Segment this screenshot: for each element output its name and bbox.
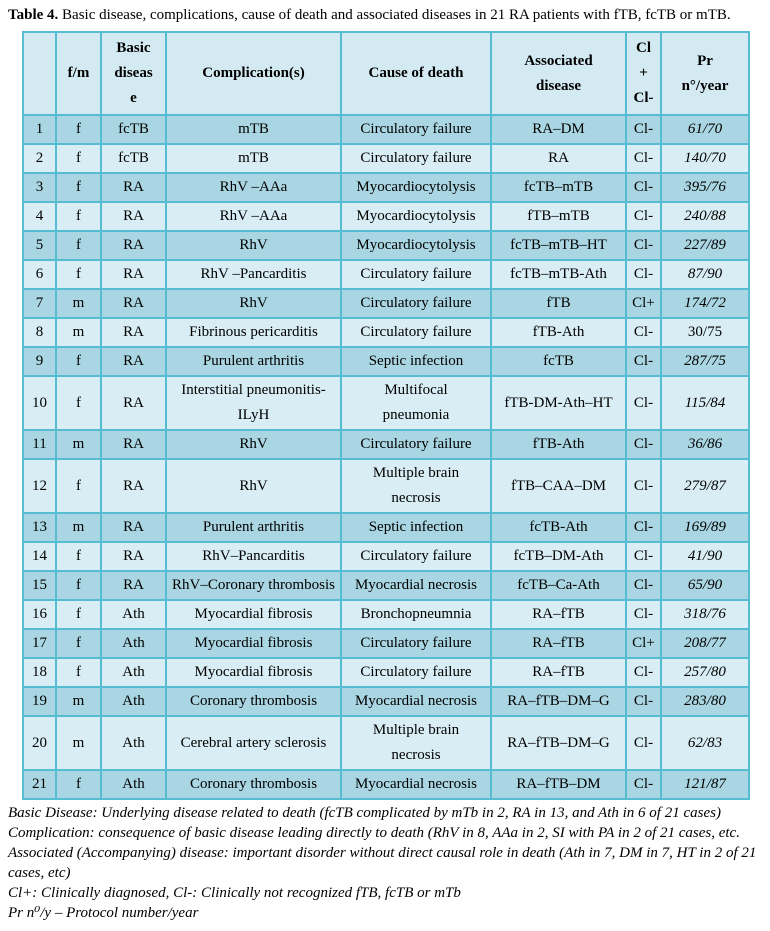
cell-basic-disease: RA (101, 173, 166, 202)
table-row (23, 318, 749, 347)
cell-cl-status: Cl- (626, 144, 661, 173)
cell-basic-disease: RA (101, 430, 166, 459)
cell-protocol: 140/70 (661, 144, 749, 173)
column-header-sex: f/m (56, 32, 101, 115)
cell-complication: Myocardial fibrosis (166, 600, 341, 629)
cell-associated-disease: RA–DM (491, 115, 626, 144)
cell-cl-status: Cl- (626, 716, 661, 770)
cell-protocol: 318/76 (661, 600, 749, 629)
cell-basic-disease: Ath (101, 629, 166, 658)
cell-sex: f (56, 542, 101, 571)
cell-complication: Interstitial pneumonitis- ILyH (166, 376, 341, 430)
cell-basic-disease: Ath (101, 687, 166, 716)
cell-cl-status: Cl- (626, 600, 661, 629)
cell-associated-disease: fcTB-Ath (491, 513, 626, 542)
cell-row-number: 8 (23, 318, 56, 347)
cell-complication: Coronary thrombosis (166, 770, 341, 799)
table-row (23, 260, 749, 289)
cell-complication: RhV–Coronary thrombosis (166, 571, 341, 600)
cell-sex: m (56, 513, 101, 542)
table-caption (8, 6, 762, 25)
cell-complication: mTB (166, 144, 341, 173)
table-row (23, 115, 749, 144)
cell-row-number: 7 (23, 289, 56, 318)
table-row (23, 600, 749, 629)
cell-cause-of-death: Circulatory failure (341, 318, 491, 347)
cell-associated-disease: fcTB–mTB-Ath (491, 260, 626, 289)
cell-associated-disease: RA–fTB–DM–G (491, 716, 626, 770)
cell-basic-disease: RA (101, 376, 166, 430)
table-row (23, 173, 749, 202)
cell-associated-disease: fcTB–DM-Ath (491, 542, 626, 571)
cell-row-number: 5 (23, 231, 56, 260)
column-header-basic-disease: Basic diseas e (101, 32, 166, 115)
cell-associated-disease: fTB–CAA–DM (491, 459, 626, 513)
cell-complication: RhV–Pancarditis (166, 542, 341, 571)
table-row (23, 716, 749, 770)
cell-cause-of-death: Multiple brain necrosis (341, 459, 491, 513)
cell-cl-status: Cl- (626, 513, 661, 542)
table-caption-label: Table 4. (8, 7, 59, 23)
cell-basic-disease: RA (101, 347, 166, 376)
cell-cause-of-death: Circulatory failure (341, 260, 491, 289)
footnote-line: Basic Disease: Underlying disease related to death (fcTB complicated by mTb in 2, RA in 13, and Ath in 6 of 21 cases) (8, 805, 721, 821)
cell-sex: f (56, 115, 101, 144)
cell-basic-disease: RA (101, 202, 166, 231)
cell-cause-of-death: Myocardiocytolysis (341, 173, 491, 202)
cell-protocol: 36/86 (661, 430, 749, 459)
table-row (23, 459, 749, 513)
cell-associated-disease: fcTB–Ca-Ath (491, 571, 626, 600)
table-row (23, 430, 749, 459)
cell-basic-disease: RA (101, 542, 166, 571)
cell-cause-of-death: Myocardial necrosis (341, 687, 491, 716)
cell-associated-disease: fTB–mTB (491, 202, 626, 231)
cell-cl-status: Cl- (626, 231, 661, 260)
table-row (23, 658, 749, 687)
table-row (23, 347, 749, 376)
cell-sex: f (56, 376, 101, 430)
table-row (23, 376, 749, 430)
cell-complication: RhV –AAa (166, 173, 341, 202)
cell-cl-status: Cl- (626, 542, 661, 571)
cell-sex: f (56, 202, 101, 231)
cell-associated-disease: RA (491, 144, 626, 173)
cell-sex: f (56, 231, 101, 260)
cell-cause-of-death: Multiple brain necrosis (341, 716, 491, 770)
table-row (23, 770, 749, 799)
cell-cl-status: Cl- (626, 687, 661, 716)
cell-basic-disease: Ath (101, 770, 166, 799)
cell-complication: RhV –AAa (166, 202, 341, 231)
table-header-row (23, 32, 749, 115)
cell-row-number: 12 (23, 459, 56, 513)
cell-sex: f (56, 144, 101, 173)
cell-complication: Myocardial fibrosis (166, 658, 341, 687)
table-caption-text: Basic disease, complications, cause of death and associated diseases in 21 RA patients with fTB, fcTB or mTB. (62, 7, 731, 23)
cell-complication: Fibrinous pericarditis (166, 318, 341, 347)
cell-complication: RhV (166, 289, 341, 318)
cell-row-number: 13 (23, 513, 56, 542)
cell-protocol: 115/84 (661, 376, 749, 430)
cell-cause-of-death: Circulatory failure (341, 542, 491, 571)
cell-protocol: 61/70 (661, 115, 749, 144)
cell-protocol: 121/87 (661, 770, 749, 799)
cell-protocol: 240/88 (661, 202, 749, 231)
cell-complication: RhV (166, 231, 341, 260)
cell-complication: RhV (166, 430, 341, 459)
cell-associated-disease: fTB-Ath (491, 318, 626, 347)
cell-sex: m (56, 430, 101, 459)
cell-complication: Purulent arthritis (166, 347, 341, 376)
cell-protocol: 87/90 (661, 260, 749, 289)
cell-cl-status: Cl- (626, 376, 661, 430)
cell-sex: f (56, 629, 101, 658)
cell-row-number: 14 (23, 542, 56, 571)
cell-associated-disease: RA–fTB (491, 600, 626, 629)
cell-row-number: 3 (23, 173, 56, 202)
cell-row-number: 9 (23, 347, 56, 376)
cell-protocol: 169/89 (661, 513, 749, 542)
table-row (23, 289, 749, 318)
cell-sex: f (56, 173, 101, 202)
cell-protocol: 257/80 (661, 658, 749, 687)
cell-row-number: 1 (23, 115, 56, 144)
cell-cause-of-death: Septic infection (341, 347, 491, 376)
cell-associated-disease: fcTB–mTB (491, 173, 626, 202)
cell-protocol: 174/72 (661, 289, 749, 318)
cell-complication: mTB (166, 115, 341, 144)
cell-cl-status: Cl+ (626, 629, 661, 658)
cell-associated-disease: RA–fTB–DM–G (491, 687, 626, 716)
cell-cl-status: Cl- (626, 658, 661, 687)
cell-sex: m (56, 687, 101, 716)
cell-complication: RhV (166, 459, 341, 513)
table-row (23, 513, 749, 542)
cell-sex: m (56, 289, 101, 318)
column-header-cl-status: Cl + Cl- (626, 32, 661, 115)
cell-cl-status: Cl- (626, 571, 661, 600)
footnote-line: Pr n⁰/y – Protocol number/year (8, 905, 199, 921)
footnote-line: Associated (Accompanying) disease: important disorder without direct causal role in death (Ath in 7, DM in 7, HT in 2 of 21 cases, etc) (8, 845, 757, 881)
cell-basic-disease: Ath (101, 658, 166, 687)
cell-cause-of-death: Circulatory failure (341, 289, 491, 318)
table-row (23, 231, 749, 260)
cell-associated-disease: RA–fTB–DM (491, 770, 626, 799)
cell-cause-of-death: Circulatory failure (341, 658, 491, 687)
cell-complication: Coronary thrombosis (166, 687, 341, 716)
table-row (23, 542, 749, 571)
cell-cause-of-death: Septic infection (341, 513, 491, 542)
cell-sex: f (56, 571, 101, 600)
column-header-cause-of-death: Cause of death (341, 32, 491, 115)
cell-sex: f (56, 658, 101, 687)
cell-protocol: 208/77 (661, 629, 749, 658)
cell-row-number: 19 (23, 687, 56, 716)
cell-cl-status: Cl- (626, 347, 661, 376)
cell-row-number: 11 (23, 430, 56, 459)
cell-cause-of-death: Circulatory failure (341, 430, 491, 459)
cell-associated-disease: fcTB–mTB–HT (491, 231, 626, 260)
cell-row-number: 18 (23, 658, 56, 687)
cell-row-number: 16 (23, 600, 56, 629)
footnote-line: Complication: consequence of basic disease leading directly to death (RhV in 8, AAa in 2, SI with PA in 2 of 21 cases, etc. (8, 825, 740, 841)
ra-patients-table (22, 31, 750, 800)
cell-row-number: 20 (23, 716, 56, 770)
cell-basic-disease: RA (101, 571, 166, 600)
cell-cl-status: Cl- (626, 430, 661, 459)
cell-cl-status: Cl- (626, 202, 661, 231)
footnote-line: Cl+: Clinically diagnosed, Cl-: Clinically not recognized fTB, fcTB or mTb (8, 885, 461, 901)
cell-cause-of-death: Bronchopneumnia (341, 600, 491, 629)
cell-sex: f (56, 600, 101, 629)
cell-protocol: 30/75 (661, 318, 749, 347)
cell-cl-status: Cl- (626, 459, 661, 513)
cell-protocol: 41/90 (661, 542, 749, 571)
cell-row-number: 4 (23, 202, 56, 231)
table-row (23, 571, 749, 600)
cell-cause-of-death: Circulatory failure (341, 144, 491, 173)
cell-basic-disease: Ath (101, 600, 166, 629)
cell-sex: f (56, 260, 101, 289)
cell-complication: RhV –Pancarditis (166, 260, 341, 289)
cell-basic-disease: RA (101, 260, 166, 289)
cell-cl-status: Cl- (626, 318, 661, 347)
cell-basic-disease: Ath (101, 716, 166, 770)
cell-row-number: 2 (23, 144, 56, 173)
cell-basic-disease: RA (101, 513, 166, 542)
cell-basic-disease: RA (101, 231, 166, 260)
cell-cause-of-death: Myocardiocytolysis (341, 202, 491, 231)
cell-basic-disease: RA (101, 459, 166, 513)
cell-cause-of-death: Myocardiocytolysis (341, 231, 491, 260)
cell-row-number: 6 (23, 260, 56, 289)
cell-cause-of-death: Multifocal pneumonia (341, 376, 491, 430)
cell-cause-of-death: Myocardial necrosis (341, 770, 491, 799)
cell-protocol: 227/89 (661, 231, 749, 260)
cell-associated-disease: RA–fTB (491, 629, 626, 658)
cell-row-number: 17 (23, 629, 56, 658)
cell-basic-disease: RA (101, 318, 166, 347)
cell-basic-disease: fcTB (101, 144, 166, 173)
footnotes (8, 803, 762, 923)
table-row (23, 144, 749, 173)
cell-associated-disease: fTB (491, 289, 626, 318)
table-row (23, 687, 749, 716)
cell-cl-status: Cl- (626, 173, 661, 202)
cell-protocol: 279/87 (661, 459, 749, 513)
column-header-row-number (23, 32, 56, 115)
cell-complication: Cerebral artery sclerosis (166, 716, 341, 770)
cell-protocol: 283/80 (661, 687, 749, 716)
cell-cl-status: Cl+ (626, 289, 661, 318)
cell-protocol: 287/75 (661, 347, 749, 376)
table-row (23, 629, 749, 658)
cell-cause-of-death: Circulatory failure (341, 629, 491, 658)
cell-protocol: 65/90 (661, 571, 749, 600)
cell-sex: f (56, 347, 101, 376)
table-row (23, 202, 749, 231)
cell-associated-disease: fcTB (491, 347, 626, 376)
cell-basic-disease: fcTB (101, 115, 166, 144)
cell-sex: f (56, 770, 101, 799)
cell-cl-status: Cl- (626, 260, 661, 289)
cell-cause-of-death: Circulatory failure (341, 115, 491, 144)
cell-sex: f (56, 459, 101, 513)
cell-associated-disease: RA–fTB (491, 658, 626, 687)
cell-complication: Purulent arthritis (166, 513, 341, 542)
cell-sex: m (56, 716, 101, 770)
cell-complication: Myocardial fibrosis (166, 629, 341, 658)
cell-protocol: 62/83 (661, 716, 749, 770)
cell-cl-status: Cl- (626, 115, 661, 144)
cell-cl-status: Cl- (626, 770, 661, 799)
column-header-protocol: Pr n°/year (661, 32, 749, 115)
cell-associated-disease: fTB-Ath (491, 430, 626, 459)
cell-row-number: 10 (23, 376, 56, 430)
cell-associated-disease: fTB-DM-Ath–HT (491, 376, 626, 430)
cell-cause-of-death: Myocardial necrosis (341, 571, 491, 600)
cell-sex: m (56, 318, 101, 347)
cell-row-number: 15 (23, 571, 56, 600)
column-header-complications: Complication(s) (166, 32, 341, 115)
cell-basic-disease: RA (101, 289, 166, 318)
column-header-associated-disease: Associated disease (491, 32, 626, 115)
cell-protocol: 395/76 (661, 173, 749, 202)
cell-row-number: 21 (23, 770, 56, 799)
